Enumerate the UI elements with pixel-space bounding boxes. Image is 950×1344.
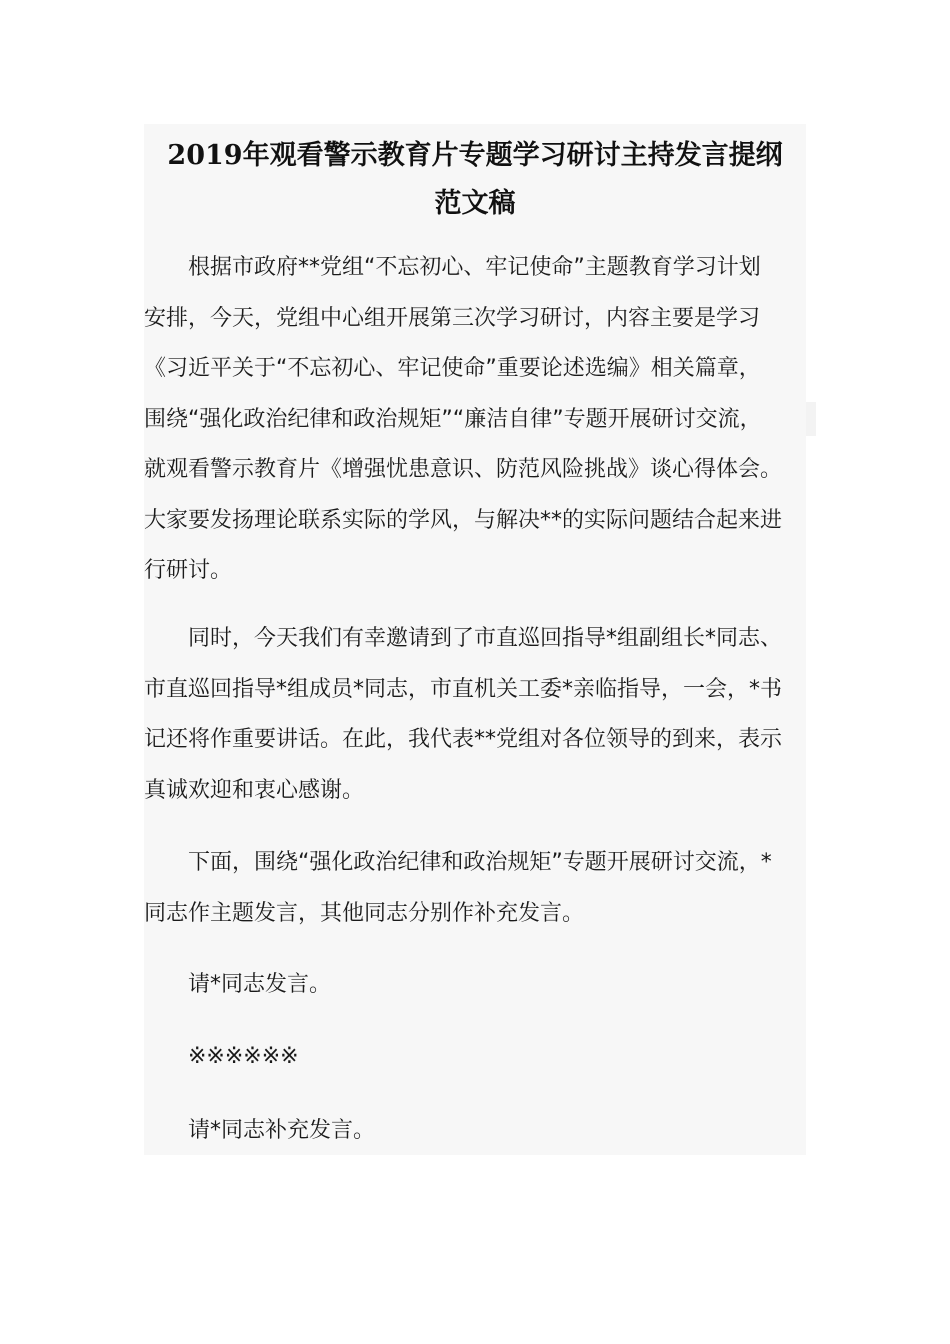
document-title (144, 132, 806, 228)
paragraph-line: 就观看警示教育片《增强忧患意识、防范风险挑战》谈心得体会。 (144, 457, 783, 482)
paragraph-line: 根据市政府**党组“不忘初心、牢记使命”主题教育学习计划 (188, 255, 761, 280)
paragraph-speaker-2 (144, 1106, 806, 1157)
paragraph-agenda (144, 838, 806, 939)
paragraph-speaker-1 (144, 960, 806, 1011)
title-line-2: 范文稿 (434, 188, 516, 219)
paragraph-line: 市直巡回指导*组成员*同志，市直机关工委*亲临指导，一会，*书 (144, 676, 783, 702)
paragraph-intro (144, 243, 806, 597)
paragraph-line: ※※※※※※ (188, 1044, 299, 1069)
paragraph-line: 真诚欢迎和衷心感谢。 (144, 777, 365, 803)
paragraph-line: 行研讨。 (144, 558, 233, 583)
paragraph-line: 安排，今天，党组中心组开展第三次学习研讨，内容主要是学习 (144, 305, 761, 331)
paragraph-welcome (144, 614, 806, 816)
paragraph-line: 同时，今天我们有幸邀请到了市直巡回指导*组副组长*同志、 (188, 626, 783, 651)
paragraph-line: 围绕“强化政治纪律和政治规矩”“廉洁自律”专题开展研讨交流， (144, 406, 762, 432)
paragraph-line: 《习近平关于“不忘初心、牢记使命”重要论述选编》相关篇章， (144, 356, 761, 381)
paragraph-line: 请*同志补充发言。 (188, 1118, 376, 1143)
paragraph-placeholder (144, 1032, 806, 1083)
paragraph-line: 大家要发扬理论联系实际的学风，与解决**的实际问题结合起来进 (144, 507, 783, 533)
scan-artifact (806, 402, 816, 436)
title-line-1: 2019年观看警示教育片专题学习研讨主持发言提纲 (167, 140, 783, 171)
paragraph-line: 下面，围绕“强化政治纪律和政治规矩”专题开展研讨交流，* (188, 850, 772, 875)
paragraph-line: 记还将作重要讲话。在此，我代表**党组对各位领导的到来，表示 (144, 727, 783, 752)
paragraph-line: 请*同志发言。 (188, 972, 332, 997)
paragraph-line: 同志作主题发言，其他同志分别作补充发言。 (144, 900, 585, 926)
